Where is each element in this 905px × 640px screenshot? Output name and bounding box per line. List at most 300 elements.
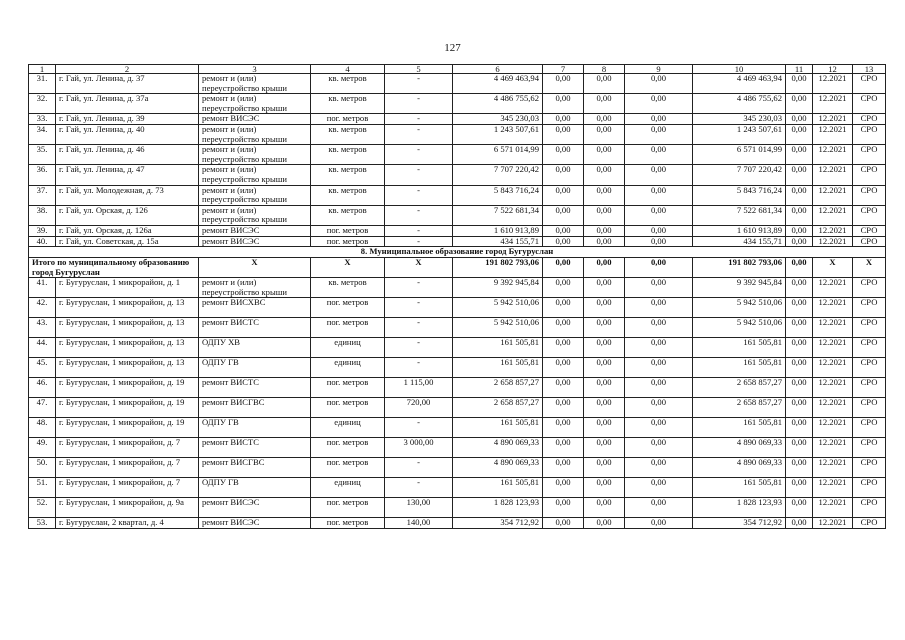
col7-value: 0,00 xyxy=(543,358,584,378)
col9-value: 0,00 xyxy=(625,318,693,338)
repair-method: СРО xyxy=(853,185,886,205)
completion-date: 12.2021 xyxy=(813,418,853,438)
repair-method: СРО xyxy=(853,278,886,298)
col8-value: 0,00 xyxy=(584,358,625,378)
col8-value: 0,00 xyxy=(584,225,625,236)
col9-value: 0,00 xyxy=(625,478,693,498)
column-number: 5 xyxy=(385,65,453,74)
column-number: 3 xyxy=(199,65,311,74)
address: г. Бугуруслан, 1 микрорайон, д. 19 xyxy=(56,398,199,418)
col10-value: 5 843 716,24 xyxy=(693,185,786,205)
completion-date: 12.2021 xyxy=(813,458,853,478)
col8-value: 0,00 xyxy=(584,278,625,298)
col9-value: 0,00 xyxy=(625,378,693,398)
completion-date: 12.2021 xyxy=(813,165,853,185)
col7-value: 0,00 xyxy=(543,145,584,165)
col9-value: 0,00 xyxy=(625,498,693,518)
col11-value: 0,00 xyxy=(786,318,813,338)
work-type: ремонт и (или) переустройство крыши xyxy=(199,145,311,165)
unit: кв. метров xyxy=(311,278,385,298)
col9-value: 0,00 xyxy=(625,185,693,205)
table-row xyxy=(29,124,886,144)
completion-date: 12.2021 xyxy=(813,438,853,458)
col9-value: 0,00 xyxy=(625,338,693,358)
address: г. Бугуруслан, 1 микрорайон, д. 9а xyxy=(56,498,199,518)
completion-date: 12.2021 xyxy=(813,236,853,247)
address: г. Гай, ул. Ленина, д. 46 xyxy=(56,145,199,165)
total-cost: 4 486 755,62 xyxy=(453,94,543,114)
column-number: 1 xyxy=(29,65,56,74)
row-number: 40. xyxy=(29,236,56,247)
col10-value: 434 155,71 xyxy=(693,236,786,247)
table-row xyxy=(29,498,886,518)
completion-date: 12.2021 xyxy=(813,498,853,518)
col9-value: 0,00 xyxy=(625,236,693,247)
table-row xyxy=(29,94,886,114)
col8-value: 0,00 xyxy=(584,458,625,478)
table-row xyxy=(29,418,886,438)
col7-value: 0,00 xyxy=(543,518,584,529)
unit: Х xyxy=(311,258,385,278)
row-number: 42. xyxy=(29,298,56,318)
col7-value: 0,00 xyxy=(543,94,584,114)
work-type: ремонт и (или) переустройство крыши xyxy=(199,205,311,225)
repair-method: СРО xyxy=(853,205,886,225)
row-number: 48. xyxy=(29,418,56,438)
unit: пог. метров xyxy=(311,438,385,458)
column-number: 4 xyxy=(311,65,385,74)
row-number: 41. xyxy=(29,278,56,298)
col7-value: 0,00 xyxy=(543,258,584,278)
capital-repair-table xyxy=(28,64,886,529)
col7-value: 0,00 xyxy=(543,298,584,318)
address: г. Гай, ул. Молодежная, д. 73 xyxy=(56,185,199,205)
quantity: - xyxy=(385,225,453,236)
repair-method: СРО xyxy=(853,378,886,398)
quantity: 3 000,00 xyxy=(385,438,453,458)
col8-value: 0,00 xyxy=(584,418,625,438)
unit: пог. метров xyxy=(311,114,385,125)
total-cost: 191 802 793,06 xyxy=(453,258,543,278)
address: г. Бугуруслан, 1 микрорайон, д. 13 xyxy=(56,318,199,338)
completion-date: 12.2021 xyxy=(813,298,853,318)
table-row xyxy=(29,278,886,298)
col8-value: 0,00 xyxy=(584,518,625,529)
completion-date: 12.2021 xyxy=(813,338,853,358)
col8-value: 0,00 xyxy=(584,124,625,144)
total-cost: 161 505,81 xyxy=(453,358,543,378)
repair-method: СРО xyxy=(853,114,886,125)
work-type: ремонт ВИСГВС xyxy=(199,398,311,418)
total-cost: 6 571 014,99 xyxy=(453,145,543,165)
repair-method: СРО xyxy=(853,225,886,236)
repair-method: СРО xyxy=(853,94,886,114)
completion-date: 12.2021 xyxy=(813,225,853,236)
unit: пог. метров xyxy=(311,236,385,247)
col10-value: 1 828 123,93 xyxy=(693,498,786,518)
col9-value: 0,00 xyxy=(625,298,693,318)
col11-value: 0,00 xyxy=(786,205,813,225)
completion-date: 12.2021 xyxy=(813,278,853,298)
address: г. Гай, ул. Советская, д. 15а xyxy=(56,236,199,247)
total-cost: 7 707 220,42 xyxy=(453,165,543,185)
work-type: ремонт и (или) переустройство крыши xyxy=(199,185,311,205)
completion-date: Х xyxy=(813,258,853,278)
work-type: ремонт ВИСЭС xyxy=(199,518,311,529)
col11-value: 0,00 xyxy=(786,518,813,529)
unit: единиц xyxy=(311,418,385,438)
repair-method: СРО xyxy=(853,478,886,498)
table-row xyxy=(29,236,886,247)
total-cost: 1 828 123,93 xyxy=(453,498,543,518)
address: г. Гай, ул. Ленина, д. 37а xyxy=(56,94,199,114)
quantity: - xyxy=(385,298,453,318)
col9-value: 0,00 xyxy=(625,74,693,94)
col9-value: 0,00 xyxy=(625,278,693,298)
address: г. Гай, ул. Орская, д. 126 xyxy=(56,205,199,225)
row-number: 53. xyxy=(29,518,56,529)
repair-method: СРО xyxy=(853,498,886,518)
table-row xyxy=(29,518,886,529)
repair-method: СРО xyxy=(853,418,886,438)
total-cost: 161 505,81 xyxy=(453,418,543,438)
address: г. Бугуруслан, 1 микрорайон, д. 1 xyxy=(56,278,199,298)
col11-value: 0,00 xyxy=(786,338,813,358)
work-type: ремонт ВИСХВС xyxy=(199,298,311,318)
total-cost: 2 658 857,27 xyxy=(453,398,543,418)
table-row xyxy=(29,458,886,478)
unit: кв. метров xyxy=(311,145,385,165)
repair-method: СРО xyxy=(853,458,886,478)
col7-value: 0,00 xyxy=(543,236,584,247)
column-number: 9 xyxy=(625,65,693,74)
col10-value: 4 890 069,33 xyxy=(693,458,786,478)
column-number: 11 xyxy=(786,65,813,74)
row-number: 52. xyxy=(29,498,56,518)
repair-method: Х xyxy=(853,258,886,278)
col8-value: 0,00 xyxy=(584,318,625,338)
address: г. Бугуруслан, 1 микрорайон, д. 13 xyxy=(56,338,199,358)
unit: кв. метров xyxy=(311,124,385,144)
col10-value: 7 522 681,34 xyxy=(693,205,786,225)
total-cost: 161 505,81 xyxy=(453,478,543,498)
col8-value: 0,00 xyxy=(584,378,625,398)
work-type: ремонт ВИСТС xyxy=(199,318,311,338)
col7-value: 0,00 xyxy=(543,74,584,94)
col11-value: 0,00 xyxy=(786,258,813,278)
col11-value: 0,00 xyxy=(786,165,813,185)
total-cost: 9 392 945,84 xyxy=(453,278,543,298)
repair-method: СРО xyxy=(853,318,886,338)
col8-value: 0,00 xyxy=(584,258,625,278)
row-number: 44. xyxy=(29,338,56,358)
col7-value: 0,00 xyxy=(543,338,584,358)
quantity: 1 115,00 xyxy=(385,378,453,398)
row-number: 36. xyxy=(29,165,56,185)
quantity: - xyxy=(385,318,453,338)
col11-value: 0,00 xyxy=(786,185,813,205)
table-row xyxy=(29,438,886,458)
unit: единиц xyxy=(311,358,385,378)
column-number-row xyxy=(29,65,886,74)
table-row xyxy=(29,165,886,185)
work-type: ОДПУ ГВ xyxy=(199,358,311,378)
unit: пог. метров xyxy=(311,378,385,398)
col10-value: 4 486 755,62 xyxy=(693,94,786,114)
table-row xyxy=(29,478,886,498)
total-cost: 161 505,81 xyxy=(453,338,543,358)
col9-value: 0,00 xyxy=(625,114,693,125)
col10-value: 161 505,81 xyxy=(693,478,786,498)
unit: кв. метров xyxy=(311,165,385,185)
unit: кв. метров xyxy=(311,94,385,114)
col8-value: 0,00 xyxy=(584,114,625,125)
unit: кв. метров xyxy=(311,205,385,225)
address: г. Бугуруслан, 1 микрорайон, д. 7 xyxy=(56,438,199,458)
col7-value: 0,00 xyxy=(543,205,584,225)
col10-value: 2 658 857,27 xyxy=(693,378,786,398)
col9-value: 0,00 xyxy=(625,418,693,438)
total-cost: 1 243 507,61 xyxy=(453,124,543,144)
completion-date: 12.2021 xyxy=(813,318,853,338)
work-type: ОДПУ ГВ xyxy=(199,418,311,438)
repair-method: СРО xyxy=(853,165,886,185)
col10-value: 5 942 510,06 xyxy=(693,318,786,338)
repair-method: СРО xyxy=(853,145,886,165)
col7-value: 0,00 xyxy=(543,418,584,438)
row-number: 35. xyxy=(29,145,56,165)
row-number: 31. xyxy=(29,74,56,94)
address: г. Бугуруслан, 2 квартал, д. 4 xyxy=(56,518,199,529)
address: г. Бугуруслан, 1 микрорайон, д. 19 xyxy=(56,378,199,398)
col7-value: 0,00 xyxy=(543,398,584,418)
col7-value: 0,00 xyxy=(543,114,584,125)
completion-date: 12.2021 xyxy=(813,378,853,398)
column-number: 2 xyxy=(56,65,199,74)
completion-date: 12.2021 xyxy=(813,478,853,498)
row-number: 46. xyxy=(29,378,56,398)
column-number: 8 xyxy=(584,65,625,74)
col11-value: 0,00 xyxy=(786,478,813,498)
column-number: 12 xyxy=(813,65,853,74)
col10-value: 1 610 913,89 xyxy=(693,225,786,236)
total-cost: 2 658 857,27 xyxy=(453,378,543,398)
repair-method: СРО xyxy=(853,438,886,458)
row-number: 50. xyxy=(29,458,56,478)
completion-date: 12.2021 xyxy=(813,358,853,378)
col9-value: 0,00 xyxy=(625,258,693,278)
total-row xyxy=(29,258,886,278)
unit: кв. метров xyxy=(311,74,385,94)
col10-value: 345 230,03 xyxy=(693,114,786,125)
address: г. Гай, ул. Ленина, д. 39 xyxy=(56,114,199,125)
col11-value: 0,00 xyxy=(786,114,813,125)
work-type: ОДПУ ХВ xyxy=(199,338,311,358)
column-number: 6 xyxy=(453,65,543,74)
row-number: 38. xyxy=(29,205,56,225)
quantity: - xyxy=(385,205,453,225)
address: г. Бугуруслан, 1 микрорайон, д. 7 xyxy=(56,478,199,498)
col7-value: 0,00 xyxy=(543,278,584,298)
quantity: 720,00 xyxy=(385,398,453,418)
row-number: 33. xyxy=(29,114,56,125)
col7-value: 0,00 xyxy=(543,438,584,458)
unit: единиц xyxy=(311,338,385,358)
col10-value: 9 392 945,84 xyxy=(693,278,786,298)
quantity: Х xyxy=(385,258,453,278)
work-type: ремонт и (или) переустройство крыши xyxy=(199,278,311,298)
col11-value: 0,00 xyxy=(786,378,813,398)
section-title: 8. Муниципальное образование город Бугуруслан xyxy=(29,247,886,258)
table-row xyxy=(29,378,886,398)
unit: пог. метров xyxy=(311,298,385,318)
table-row xyxy=(29,225,886,236)
col11-value: 0,00 xyxy=(786,74,813,94)
col10-value: 2 658 857,27 xyxy=(693,398,786,418)
work-type: Х xyxy=(199,258,311,278)
total-cost: 4 890 069,33 xyxy=(453,458,543,478)
col11-value: 0,00 xyxy=(786,124,813,144)
repair-method: СРО xyxy=(853,398,886,418)
quantity: - xyxy=(385,236,453,247)
completion-date: 12.2021 xyxy=(813,398,853,418)
row-number: 47. xyxy=(29,398,56,418)
col9-value: 0,00 xyxy=(625,124,693,144)
quantity: - xyxy=(385,124,453,144)
col11-value: 0,00 xyxy=(786,458,813,478)
col10-value: 4 890 069,33 xyxy=(693,438,786,458)
address: г. Бугуруслан, 1 микрорайон, д. 7 xyxy=(56,458,199,478)
unit: кв. метров xyxy=(311,185,385,205)
quantity: - xyxy=(385,358,453,378)
total-cost: 434 155,71 xyxy=(453,236,543,247)
col11-value: 0,00 xyxy=(786,498,813,518)
row-number: 45. xyxy=(29,358,56,378)
col11-value: 0,00 xyxy=(786,94,813,114)
work-type: ремонт ВИСЭС xyxy=(199,225,311,236)
col8-value: 0,00 xyxy=(584,94,625,114)
unit: единиц xyxy=(311,478,385,498)
col9-value: 0,00 xyxy=(625,225,693,236)
col9-value: 0,00 xyxy=(625,398,693,418)
col11-value: 0,00 xyxy=(786,298,813,318)
col11-value: 0,00 xyxy=(786,358,813,378)
col10-value: 1 243 507,61 xyxy=(693,124,786,144)
col9-value: 0,00 xyxy=(625,94,693,114)
total-cost: 354 712,92 xyxy=(453,518,543,529)
work-type: ремонт ВИСТС xyxy=(199,438,311,458)
col8-value: 0,00 xyxy=(584,145,625,165)
completion-date: 12.2021 xyxy=(813,94,853,114)
col8-value: 0,00 xyxy=(584,205,625,225)
table-row xyxy=(29,298,886,318)
section-row xyxy=(29,247,886,258)
repair-method: СРО xyxy=(853,74,886,94)
repair-method: СРО xyxy=(853,338,886,358)
work-type: ремонт и (или) переустройство крыши xyxy=(199,74,311,94)
work-type: ремонт ВИСТС xyxy=(199,378,311,398)
unit: пог. метров xyxy=(311,458,385,478)
col11-value: 0,00 xyxy=(786,398,813,418)
quantity: - xyxy=(385,478,453,498)
address: г. Бугуруслан, 1 микрорайон, д. 13 xyxy=(56,358,199,378)
total-cost: 345 230,03 xyxy=(453,114,543,125)
completion-date: 12.2021 xyxy=(813,145,853,165)
col10-value: 354 712,92 xyxy=(693,518,786,529)
quantity: - xyxy=(385,145,453,165)
repair-method: СРО xyxy=(853,124,886,144)
work-type: ОДПУ ГВ xyxy=(199,478,311,498)
total-cost: 5 942 510,06 xyxy=(453,298,543,318)
col7-value: 0,00 xyxy=(543,124,584,144)
unit: пог. метров xyxy=(311,398,385,418)
col7-value: 0,00 xyxy=(543,478,584,498)
table-row xyxy=(29,358,886,378)
completion-date: 12.2021 xyxy=(813,205,853,225)
total-label: Итого по муниципальному образованию город Бугуруслан xyxy=(29,258,199,278)
col8-value: 0,00 xyxy=(584,74,625,94)
col8-value: 0,00 xyxy=(584,478,625,498)
table-row xyxy=(29,318,886,338)
col8-value: 0,00 xyxy=(584,236,625,247)
col7-value: 0,00 xyxy=(543,165,584,185)
col8-value: 0,00 xyxy=(584,338,625,358)
completion-date: 12.2021 xyxy=(813,185,853,205)
quantity: - xyxy=(385,74,453,94)
quantity: - xyxy=(385,114,453,125)
table-row xyxy=(29,398,886,418)
quantity: - xyxy=(385,94,453,114)
total-cost: 4 469 463,94 xyxy=(453,74,543,94)
table-row xyxy=(29,338,886,358)
work-type: ремонт ВИСЭС xyxy=(199,498,311,518)
col9-value: 0,00 xyxy=(625,458,693,478)
quantity: - xyxy=(385,165,453,185)
col8-value: 0,00 xyxy=(584,498,625,518)
unit: пог. метров xyxy=(311,518,385,529)
col10-value: 5 942 510,06 xyxy=(693,298,786,318)
work-type: ремонт ВИСГВС xyxy=(199,458,311,478)
col7-value: 0,00 xyxy=(543,498,584,518)
col11-value: 0,00 xyxy=(786,438,813,458)
page-number: 127 xyxy=(444,42,461,54)
col11-value: 0,00 xyxy=(786,145,813,165)
completion-date: 12.2021 xyxy=(813,124,853,144)
col7-value: 0,00 xyxy=(543,458,584,478)
col7-value: 0,00 xyxy=(543,378,584,398)
col10-value: 161 505,81 xyxy=(693,358,786,378)
col11-value: 0,00 xyxy=(786,225,813,236)
repair-method: СРО xyxy=(853,298,886,318)
completion-date: 12.2021 xyxy=(813,518,853,529)
row-number: 32. xyxy=(29,94,56,114)
col10-value: 191 802 793,06 xyxy=(693,258,786,278)
total-cost: 5 942 510,06 xyxy=(453,318,543,338)
unit: пог. метров xyxy=(311,498,385,518)
work-type: ремонт и (или) переустройство крыши xyxy=(199,94,311,114)
repair-method: СРО xyxy=(853,518,886,529)
quantity: - xyxy=(385,418,453,438)
quantity: 130,00 xyxy=(385,498,453,518)
row-number: 49. xyxy=(29,438,56,458)
table-row xyxy=(29,114,886,125)
total-cost: 7 522 681,34 xyxy=(453,205,543,225)
col10-value: 161 505,81 xyxy=(693,338,786,358)
address: г. Бугуруслан, 1 микрорайон, д. 19 xyxy=(56,418,199,438)
col9-value: 0,00 xyxy=(625,518,693,529)
work-type: ремонт ВИСЭС xyxy=(199,236,311,247)
total-cost: 5 843 716,24 xyxy=(453,185,543,205)
